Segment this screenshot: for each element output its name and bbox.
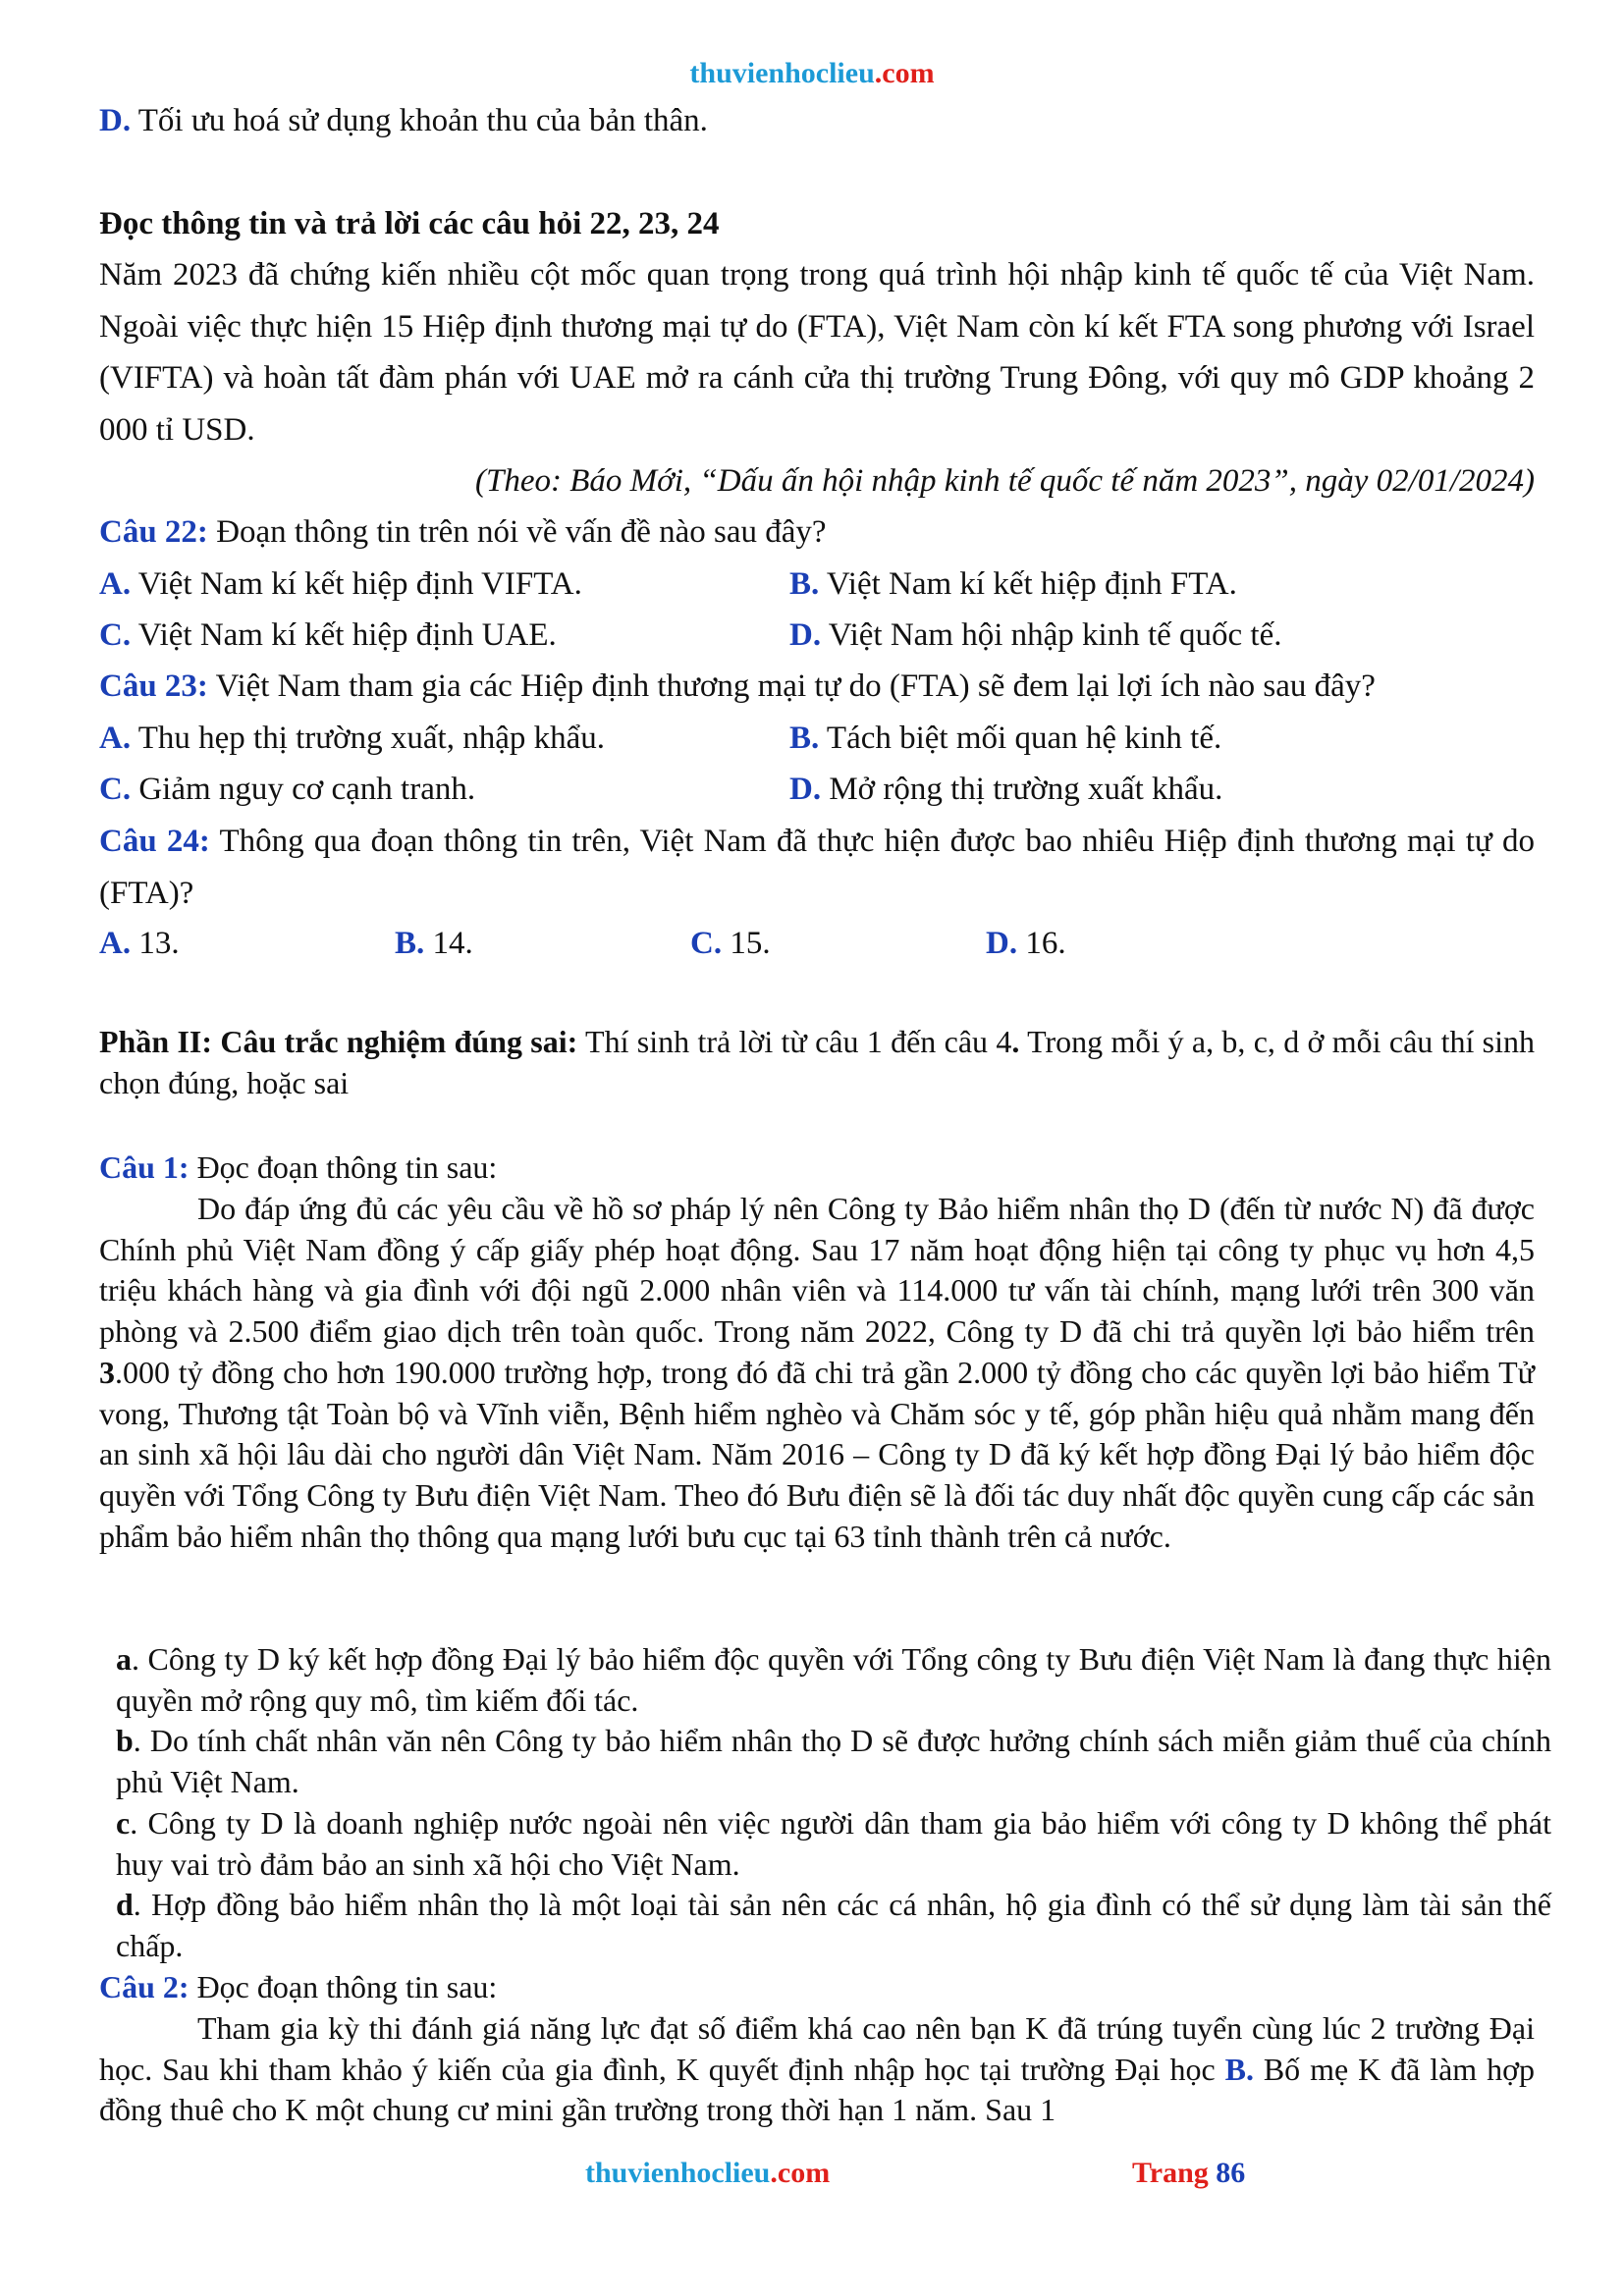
option-text: Tách biệt mối quan hệ kinh tế. [819, 721, 1222, 756]
site-name-domain: .com [770, 2157, 831, 2189]
option-label: A. [99, 926, 132, 961]
tf1-passage-part-a: Do đáp ứng đủ các yêu cầu về hồ sơ pháp lý nên Công ty Bảo hiểm nhân thọ D (đến từ nước N) đã được Chính phủ Việt Nam đồng ý cấp giấy phép hoạt động. Sau 17 năm hoạt động hiện tại công ty phục vụ hơn 4,5 triệu khách hàng và gia đình với đội ngũ 2.000 nhân viên và 114.000 tư vấn tài chính, mạng lưới trên 300 văn phòng và 2.500 điểm giao dịch trên toàn quốc. Trong năm 2022, Công ty D đã chi trả quyền lợi bảo hiểm trên [99, 1191, 1535, 1350]
q24-option-b[interactable] [395, 918, 690, 970]
passage-source: (Theo: Báo Mới, “Dấu ấn hội nhập kinh tế quốc tế năm 2023”, ngày 02/01/2024) [474, 463, 1535, 499]
header-site-name[interactable] [0, 57, 1624, 90]
option-label: D. [789, 772, 822, 807]
question-23 [99, 661, 1535, 713]
statement-text: . Công ty D ký kết hợp đồng Đại lý bảo hiểm độc quyền với Tổng công ty Bưu điện Việt Nam là đang thực hiện quyền mở rộng quy mô, tìm kiếm đối tác. [116, 1641, 1551, 1718]
option-text: Việt Nam kí kết hiệp định UAE. [131, 617, 557, 653]
footer-site-name[interactable] [585, 2157, 830, 2190]
tf1-statement-b[interactable] [99, 1721, 1551, 1802]
option-text: Việt Nam hội nhập kinh tế quốc tế. [821, 617, 1282, 653]
option-label: A. [99, 721, 132, 756]
statement-label: d [116, 1887, 134, 1922]
part2-heading [99, 1022, 1535, 1103]
question-label: Câu 2: [99, 1969, 189, 2004]
option-label: C. [99, 772, 132, 807]
option-text: 16. [1017, 926, 1066, 961]
tf1-passage [99, 1189, 1535, 1557]
option-label: D. [789, 617, 822, 653]
statement-label: a [116, 1641, 132, 1677]
option-label: A. [99, 566, 132, 602]
question-text: Việt Nam tham gia các Hiệp định thương mại tự do (FTA) sẽ đem lại lợi ích nào sau đây? [207, 668, 1376, 704]
q22-options-row-1 [99, 559, 1535, 611]
tf1-statement-d[interactable] [99, 1885, 1551, 1966]
q23-option-d[interactable] [789, 764, 1222, 816]
q24-option-a[interactable] [99, 918, 395, 970]
option-text: Việt Nam kí kết hiệp định FTA. [819, 566, 1237, 602]
tf-question-1 [99, 1148, 1535, 1189]
question-22 [99, 507, 1535, 559]
q24-option-c[interactable] [690, 918, 986, 970]
option-label: D. [99, 103, 132, 138]
question-intro: Đọc đoạn thông tin sau: [189, 1969, 498, 2004]
option-label: C. [690, 926, 723, 961]
option-label: B. [789, 566, 820, 602]
option-label: C. [99, 617, 132, 653]
option-text: Việt Nam kí kết hiệp định VIFTA. [131, 566, 582, 602]
q22-option-d[interactable] [789, 610, 1282, 662]
q24-option-d[interactable] [986, 918, 1066, 970]
page-number-value: 86 [1216, 2157, 1246, 2189]
page-number [1132, 2157, 1245, 2190]
tf-question-2 [99, 1967, 1535, 2008]
site-name-main: thuvienhoclieu [689, 57, 875, 89]
question-intro: Đọc đoạn thông tin sau: [189, 1149, 498, 1185]
tf2-passage-part-a: Tham gia kỳ thi đánh giá năng lực đạt số điểm khá cao nên bạn K đã trúng tuyển cùng lúc 2 trường Đại học. Sau khi tham khảo ý kiến của gia đình, K quyết định nhập học tại trường Đại học [99, 2010, 1535, 2087]
page-label: Trang [1132, 2157, 1217, 2189]
q23-option-c[interactable] [99, 764, 789, 816]
question-text: Đoạn thông tin trên nói về vấn đề nào sau đây? [207, 514, 827, 550]
q22-options-row-2 [99, 610, 1535, 662]
option-text: 15. [722, 926, 771, 961]
q23-options-row-2 [99, 764, 1535, 816]
option-label: B. [789, 721, 820, 756]
statement-label: c [116, 1805, 131, 1841]
part2-dot: . [1011, 1024, 1020, 1059]
tf2-passage-part-c: Bố mẹ K đã làm hợp đồng thuê cho K một chung cư mini gần trường trong thời hạn 1 năm. Sau 1 [99, 2051, 1536, 2128]
q23-option-a[interactable] [99, 713, 789, 765]
question-label: Câu 23: [99, 668, 208, 704]
q23-option-b[interactable] [789, 713, 1221, 765]
tf2-passage [99, 2008, 1535, 2131]
option-text: 14. [424, 926, 473, 961]
option-text: Giảm nguy cơ cạnh tranh. [131, 772, 476, 807]
prev-option-d [99, 95, 1535, 147]
question-text: Thông qua đoạn thông tin trên, Việt Nam đã thực hiện được bao nhiêu Hiệp định thương mại tự do (FTA)? [99, 824, 1535, 911]
option-label: B. [395, 926, 425, 961]
q22-option-b[interactable] [789, 559, 1237, 611]
question-24 [99, 816, 1535, 919]
reading-title: Đọc thông tin và trả lời các câu hỏi 22, 23, 24 [99, 206, 720, 241]
q22-option-a[interactable] [99, 559, 789, 611]
passage: Năm 2023 đã chứng kiến nhiều cột mốc quan trọng trong quá trình hội nhập kinh tế quốc tế của Việt Nam. Ngoài việc thực hiện 15 Hiệp định thương mại tự do (FTA), Việt Nam còn kí kết FTA song phương với Israel (VIFTA) và hoàn tất đàm phán với UAE mở ra cánh cửa thị trường Trung Đông, với quy mô GDP khoảng 2 000 tỉ USD. [99, 257, 1535, 448]
q24-options-row [99, 918, 1535, 970]
site-name-main: thuvienhoclieu [585, 2157, 771, 2189]
tf1-passage-bold: 3 [99, 1354, 115, 1390]
question-label: Câu 24: [99, 824, 210, 859]
option-label: D. [986, 926, 1018, 961]
site-name-domain: .com [874, 57, 935, 89]
part2-title: Phần II: Câu trắc nghiệm đúng sai: [99, 1024, 578, 1059]
statement-label: b [116, 1723, 134, 1758]
part2-instruction-b: Trong mỗi ý a, b, c, d ở mỗi câu thí sinh chọn đúng, hoặc sai [99, 1024, 1536, 1100]
statement-text: . Hợp đồng bảo hiểm nhân thọ là một loại tài sản nên các cá nhân, hộ gia đình có thể sử dụng làm tài sản thế chấp. [116, 1887, 1551, 1963]
tf1-statement-a[interactable] [99, 1639, 1551, 1721]
q22-option-c[interactable] [99, 610, 789, 662]
part2-instruction-a: Thí sinh trả lời từ câu 1 đến câu 4 [577, 1024, 1012, 1059]
tf2-passage-school-label: B. [1224, 2051, 1254, 2087]
tf1-statement-c[interactable] [99, 1803, 1551, 1885]
statement-text: . Công ty D là doanh nghiệp nước ngoài nên việc người dân tham gia bảo hiểm với công ty D không thể phát huy vai trò đảm bảo an sinh xã hội cho Việt Nam. [116, 1805, 1551, 1882]
question-label: Câu 1: [99, 1149, 189, 1185]
option-text: 13. [131, 926, 180, 961]
option-text: Mở rộng thị trường xuất khẩu. [821, 772, 1223, 807]
tf1-passage-part-b: .000 tỷ đồng cho hơn 190.000 trường hợp, trong đó đã chi trả gần 2.000 tỷ đồng cho các quyền lợi bảo hiểm Tử vong, Thương tật Toàn bộ và Vĩnh viễn, Bệnh hiểm nghèo và Chăm sóc y tế, góp phần hiệu quả nhằm mang đến an sinh xã hội lâu dài cho người dân Việt Nam. Năm 2016 – Công ty D đã ký kết hợp đồng Đại lý bảo hiểm độc quyền với Tổng Công ty Bưu điện Việt Nam. Theo đó Bưu điện sẽ là đối tác duy nhất độc quyền cung cấp các sản phẩm bảo hiểm nhân thọ thông qua mạng lưới bưu cục tại 63 tỉnh thành trên cả nước. [99, 1354, 1535, 1554]
option-text: Thu hẹp thị trường xuất, nhập khẩu. [131, 721, 605, 756]
option-text: Tối ưu hoá sử dụng khoản thu của bản thân. [131, 103, 708, 138]
question-label: Câu 22: [99, 514, 208, 550]
statement-text: . Do tính chất nhân văn nên Công ty bảo hiểm nhân thọ D sẽ được hưởng chính sách miễn giảm thuế của chính phủ Việt Nam. [116, 1723, 1551, 1799]
q23-options-row-1 [99, 713, 1535, 765]
